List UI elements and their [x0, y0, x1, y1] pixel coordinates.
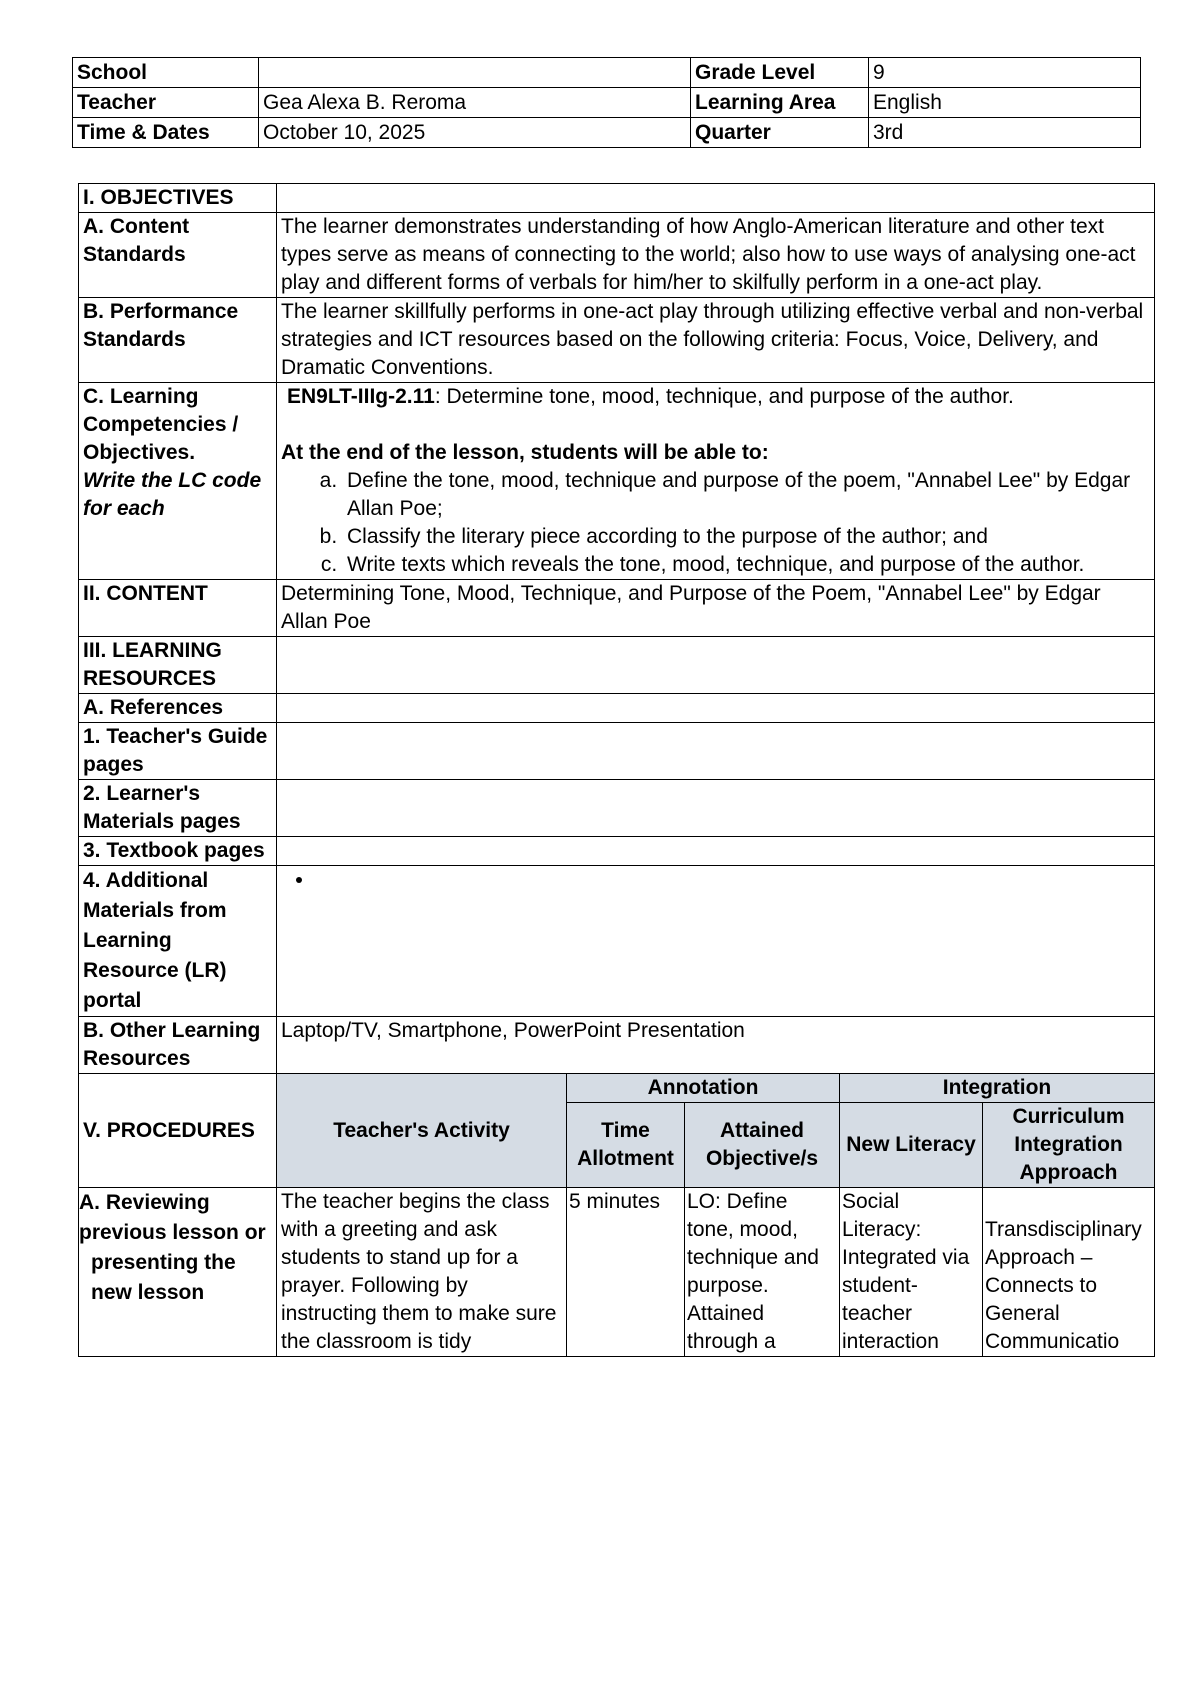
procedure-a-time: 5 minutes — [567, 1188, 685, 1357]
procedure-a-label-1: A. Reviewing previous lesson or — [79, 1191, 266, 1244]
textbook-label: 3. Textbook pages — [79, 837, 277, 866]
additional-materials-list — [281, 866, 1150, 894]
lc-spacer — [281, 411, 1150, 439]
grade-value: 9 — [869, 58, 1141, 88]
procedure-a-activity — [277, 1188, 567, 1357]
procedure-a-curriculum — [983, 1188, 1155, 1357]
teachers-activity-header: Teacher's Activity — [277, 1074, 567, 1188]
procedure-a-label-2: presenting the new lesson — [91, 1251, 236, 1304]
content-standards-row — [79, 213, 1155, 298]
performance-standards-row — [79, 298, 1155, 383]
additional-materials-row — [79, 866, 1155, 1017]
time-allotment-header: Time Allotment — [567, 1103, 685, 1188]
other-resources-row — [79, 1017, 1155, 1074]
objective-item: c. Write texts which reveals the tone, mood, technique, and purpose of the author. — [343, 551, 1150, 579]
competencies-cell — [79, 383, 277, 580]
header-table — [72, 57, 1141, 148]
competencies-label: C. Learning Competencies / Objectives. — [83, 385, 239, 464]
objectives-heading: I. OBJECTIVES — [79, 184, 277, 213]
curriculum-integration-header: Curriculum Integration Approach — [983, 1103, 1155, 1188]
learners-materials-label: 2. Learner's Materials pages — [79, 780, 277, 837]
procedure-a-literacy — [840, 1188, 983, 1357]
competencies-content — [277, 383, 1155, 580]
attained-objectives-header: Attained Objective/s — [685, 1103, 840, 1188]
header-row-teacher — [73, 88, 1141, 118]
annotation-header: Annotation — [567, 1074, 840, 1103]
procedure-a-label — [79, 1188, 277, 1357]
competencies-row — [79, 383, 1155, 580]
other-resources-text: Laptop/TV, Smartphone, PowerPoint Presentation — [277, 1017, 1155, 1074]
new-literacy-header: New Literacy — [840, 1103, 983, 1188]
performance-standards-text: The learner skillfully performs in one-act play through utilizing effective verbal and non-verbal strategies and ICT resources based on the following criteria: Focus, Voice, Delivery, and Dramatic Conventions. — [277, 298, 1155, 383]
additional-materials-content — [277, 866, 1155, 1017]
lc-code: EN9LT-IIIg-2.11 — [287, 385, 435, 408]
competencies-note: Write the LC code for each — [83, 469, 262, 520]
performance-standards-label: B. Performance Standards — [79, 298, 277, 383]
references-label: A. References — [79, 694, 277, 723]
grade-label: Grade Level — [691, 58, 869, 88]
procedures-label: V. PROCEDURES — [79, 1074, 277, 1188]
teachers-guide-blank — [277, 723, 1155, 780]
content-label: II. CONTENT — [79, 580, 277, 637]
bullet-item — [315, 866, 1150, 894]
content-text: Determining Tone, Mood, Technique, and Purpose of the Poem, "Annabel Lee" by Edgar Allan Poe — [277, 580, 1155, 637]
procedure-a-objective — [685, 1188, 840, 1357]
quarter-value: 3rd — [869, 118, 1141, 148]
objectives-heading-blank — [277, 184, 1155, 213]
lc-text: : Determine tone, mood, technique, and purpose of the author. — [434, 385, 1014, 408]
other-resources-label: B. Other Learning Resources — [79, 1017, 277, 1074]
teachers-guide-label: 1. Teacher's Guide pages — [79, 723, 277, 780]
time-label: Time & Dates — [73, 118, 259, 148]
learners-materials-row — [79, 780, 1155, 837]
procedure-a-literacy-text: Social Literacy: Integrated via student-teacher interaction — [842, 1190, 970, 1353]
school-label: School — [73, 58, 259, 88]
procedure-a-curriculum-text: Transdisciplinary Approach – Connects to General Communicatio — [985, 1218, 1142, 1353]
objective-item: b. Classify the literary piece according to the purpose of the author; and — [343, 523, 1150, 551]
area-label: Learning Area — [691, 88, 869, 118]
header-row-school — [73, 58, 1141, 88]
resources-heading-row — [79, 637, 1155, 694]
content-standards-label: A. Content Standards — [79, 213, 277, 298]
textbook-blank — [277, 837, 1155, 866]
area-value: English — [869, 88, 1141, 118]
procedure-a-objective-text: LO: Define tone, mood, technique and purpose. Attained through a — [687, 1190, 819, 1353]
resources-heading: III. LEARNING RESOURCES — [79, 637, 277, 694]
time-value: October 10, 2025 — [259, 118, 691, 148]
textbook-row — [79, 837, 1155, 866]
procedures-header-row-1 — [79, 1074, 1155, 1103]
teachers-guide-row — [79, 723, 1155, 780]
end-of-lesson-text: At the end of the lesson, students will be able to: — [281, 441, 769, 464]
references-blank — [277, 694, 1155, 723]
learners-materials-blank — [277, 780, 1155, 837]
lc-line — [281, 383, 1150, 411]
objectives-heading-row — [79, 184, 1155, 213]
procedure-a-activity-text: The teacher begins the class with a greeting and ask students to stand up for a prayer. Following by instructing them to make sure the classroom is tidy — [281, 1190, 557, 1353]
quarter-label: Quarter — [691, 118, 869, 148]
procedure-row-a — [79, 1188, 1155, 1357]
integration-header: Integration — [840, 1074, 1155, 1103]
lesson-plan-table — [78, 183, 1155, 1357]
objectives-list — [281, 467, 1150, 579]
teacher-label: Teacher — [73, 88, 259, 118]
teacher-value: Gea Alexa B. Reroma — [259, 88, 691, 118]
resources-heading-blank — [277, 637, 1155, 694]
objective-item: a. Define the tone, mood, technique and purpose of the poem, "Annabel Lee" by Edgar Allan Poe; — [343, 467, 1150, 523]
additional-materials-label: 4. Additional Materials from Learning Resource (LR) portal — [79, 866, 277, 1017]
school-value — [259, 58, 691, 88]
header-row-time — [73, 118, 1141, 148]
content-standards-text: The learner demonstrates understanding of how Anglo-American literature and other text types serve as means of connecting to the world; also how to use ways of analysing one-act play and different forms of verbals for him/her to skilfully perform in a one-act play. — [277, 213, 1155, 298]
references-row — [79, 694, 1155, 723]
content-row — [79, 580, 1155, 637]
